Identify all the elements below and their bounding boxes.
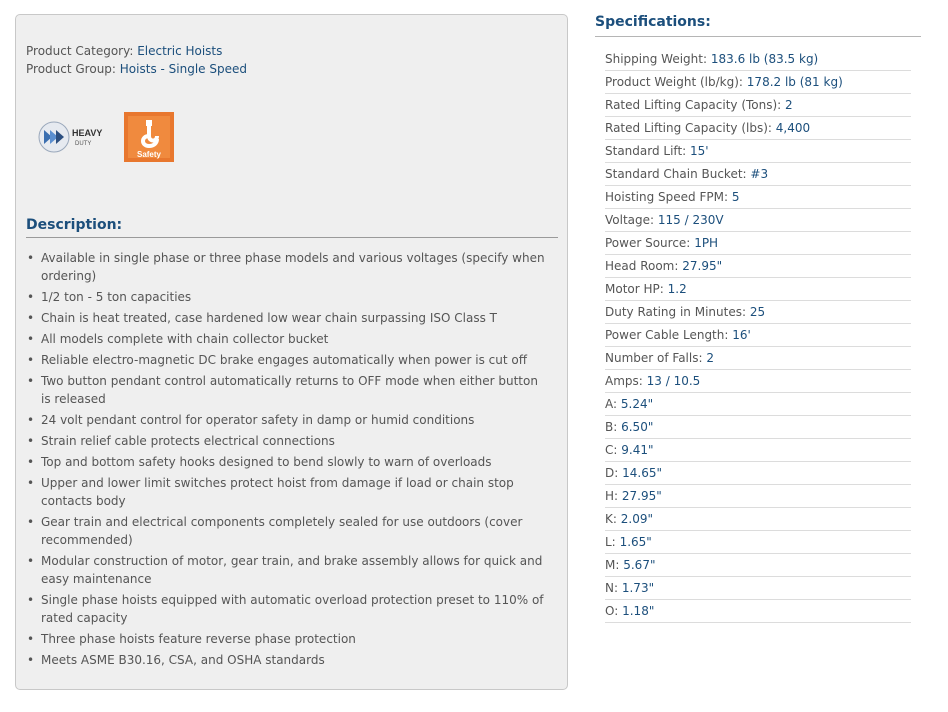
spec-value: 5.24" bbox=[620, 397, 654, 411]
specifications-heading: Specifications: bbox=[595, 14, 921, 37]
spec-value: 16' bbox=[732, 328, 751, 342]
spec-label: O: bbox=[605, 604, 619, 618]
spec-row bbox=[605, 209, 911, 232]
spec-label: Amps: bbox=[605, 374, 643, 388]
product-group-label: Product Group: bbox=[26, 62, 116, 76]
spec-value: 4,400 bbox=[775, 121, 811, 135]
heavy-duty-text-2: DUTY bbox=[75, 141, 92, 147]
description-item: • Gear train and electrical components completely sealed for use outdoors (cover recommended) bbox=[26, 513, 546, 549]
spec-value: 1.73" bbox=[621, 581, 655, 595]
spec-label: Hoisting Speed FPM: bbox=[605, 190, 728, 204]
spec-value: 183.6 lb (83.5 kg) bbox=[710, 52, 819, 66]
product-category-row bbox=[26, 42, 247, 60]
spec-value: 2 bbox=[785, 98, 793, 112]
spec-row bbox=[605, 94, 911, 117]
spec-row bbox=[605, 255, 911, 278]
heavy-duty-text-1: HEAVY bbox=[72, 128, 103, 138]
spec-row bbox=[605, 117, 911, 140]
product-info-panel bbox=[15, 14, 568, 690]
spec-label: Power Cable Length: bbox=[605, 328, 729, 342]
description-item: • 24 volt pendant control for operator safety in damp or humid conditions bbox=[26, 411, 546, 429]
spec-value: 1.2 bbox=[667, 282, 687, 296]
spec-value: 13 / 10.5 bbox=[646, 374, 701, 388]
description-item: • Two button pendant control automatically returns to OFF mode when either button is released bbox=[26, 372, 546, 408]
description-item: • Reliable electro-magnetic DC brake engages automatically when power is cut off bbox=[26, 351, 546, 369]
spec-label: L: bbox=[605, 535, 616, 549]
description-item: • Chain is heat treated, case hardened low wear chain surpassing ISO Class T bbox=[26, 309, 546, 327]
description-item: • 1/2 ton - 5 ton capacities bbox=[26, 288, 546, 306]
description-item: • Three phase hoists feature reverse phase protection bbox=[26, 630, 546, 648]
spec-row bbox=[605, 416, 911, 439]
spec-label: D: bbox=[605, 466, 619, 480]
spec-value: 1PH bbox=[694, 236, 719, 250]
description-item: • Upper and lower limit switches protect hoist from damage if load or chain stop contacts body bbox=[26, 474, 546, 510]
spec-value: 14.65" bbox=[622, 466, 662, 480]
safety-text: Safety bbox=[136, 150, 162, 159]
product-group-row bbox=[26, 60, 247, 78]
description-item: • Available in single phase or three phase models and various voltages (specify when ordering) bbox=[26, 249, 546, 285]
product-category-label: Product Category: bbox=[26, 44, 134, 58]
description-item: • Single phase hoists equipped with automatic overload protection preset to 110% of rated capacity bbox=[26, 591, 546, 627]
spec-label: Motor HP: bbox=[605, 282, 664, 296]
product-meta bbox=[26, 42, 247, 78]
spec-row bbox=[605, 531, 911, 554]
spec-label: Product Weight (lb/kg): bbox=[605, 75, 743, 89]
spec-label: Rated Lifting Capacity (lbs): bbox=[605, 121, 772, 135]
spec-label: H: bbox=[605, 489, 619, 503]
spec-label: M: bbox=[605, 558, 620, 572]
spec-row bbox=[605, 370, 911, 393]
spec-row bbox=[605, 393, 911, 416]
spec-row bbox=[605, 186, 911, 209]
spec-label: Power Source: bbox=[605, 236, 691, 250]
spec-value: 115 / 230V bbox=[657, 213, 724, 227]
spec-row bbox=[605, 554, 911, 577]
spec-row bbox=[605, 508, 911, 531]
spec-value: 1.65" bbox=[619, 535, 652, 549]
spec-label: Head Room: bbox=[605, 259, 679, 273]
spec-value: 6.50" bbox=[621, 420, 654, 434]
spec-row bbox=[605, 439, 911, 462]
spec-label: Shipping Weight: bbox=[605, 52, 708, 66]
spec-value: 2 bbox=[706, 351, 714, 365]
spec-row bbox=[605, 577, 911, 600]
spec-row bbox=[605, 462, 911, 485]
spec-label: A: bbox=[605, 397, 618, 411]
spec-row bbox=[605, 163, 911, 186]
description-item: • Modular construction of motor, gear train, and brake assembly allows for quick and easy maintenance bbox=[26, 552, 546, 588]
spec-label: K: bbox=[605, 512, 617, 526]
spec-value: #3 bbox=[750, 167, 769, 181]
spec-row bbox=[605, 347, 911, 370]
spec-row bbox=[605, 600, 911, 623]
spec-value: 25 bbox=[749, 305, 766, 319]
product-category-link[interactable]: Electric Hoists bbox=[137, 44, 223, 58]
spec-value: 5 bbox=[731, 190, 740, 204]
spec-value: 9.41" bbox=[621, 443, 654, 457]
spec-value: 5.67" bbox=[623, 558, 656, 572]
spec-label: C: bbox=[605, 443, 618, 457]
spec-label: Standard Chain Bucket: bbox=[605, 167, 747, 181]
spec-row bbox=[605, 485, 911, 508]
description-list bbox=[26, 249, 546, 672]
spec-value: 27.95" bbox=[682, 259, 723, 273]
spec-value: 1.18" bbox=[622, 604, 655, 618]
description-item: • Meets ASME B30.16, CSA, and OSHA standards bbox=[26, 651, 546, 669]
spec-row bbox=[605, 324, 911, 347]
spec-label: B: bbox=[605, 420, 618, 434]
spec-value: 27.95" bbox=[621, 489, 662, 503]
spec-label: Number of Falls: bbox=[605, 351, 703, 365]
spec-value: 2.09" bbox=[620, 512, 653, 526]
spec-row bbox=[605, 278, 911, 301]
spec-label: Standard Lift: bbox=[605, 144, 687, 158]
spec-label: Rated Lifting Capacity (Tons): bbox=[605, 98, 782, 112]
safety-hook-icon bbox=[124, 112, 174, 162]
description-heading: Description: bbox=[26, 217, 558, 238]
spec-row bbox=[605, 232, 911, 255]
spec-row bbox=[605, 71, 911, 94]
heavy-duty-icon bbox=[38, 120, 108, 154]
spec-value: 178.2 lb (81 kg) bbox=[746, 75, 843, 89]
spec-row bbox=[605, 301, 911, 324]
description-item: • Strain relief cable protects electrical connections bbox=[26, 432, 546, 450]
spec-label: Duty Rating in Minutes: bbox=[605, 305, 747, 319]
spec-label: N: bbox=[605, 581, 619, 595]
spec-row bbox=[605, 140, 911, 163]
description-item: • All models complete with chain collector bucket bbox=[26, 330, 546, 348]
specifications-list bbox=[605, 48, 911, 623]
spec-value: 15' bbox=[690, 144, 709, 158]
product-group-link[interactable]: Hoists - Single Speed bbox=[119, 62, 247, 76]
spec-row bbox=[605, 48, 911, 71]
spec-label: Voltage: bbox=[605, 213, 655, 227]
description-item: • Top and bottom safety hooks designed to bend slowly to warn of overloads bbox=[26, 453, 546, 471]
